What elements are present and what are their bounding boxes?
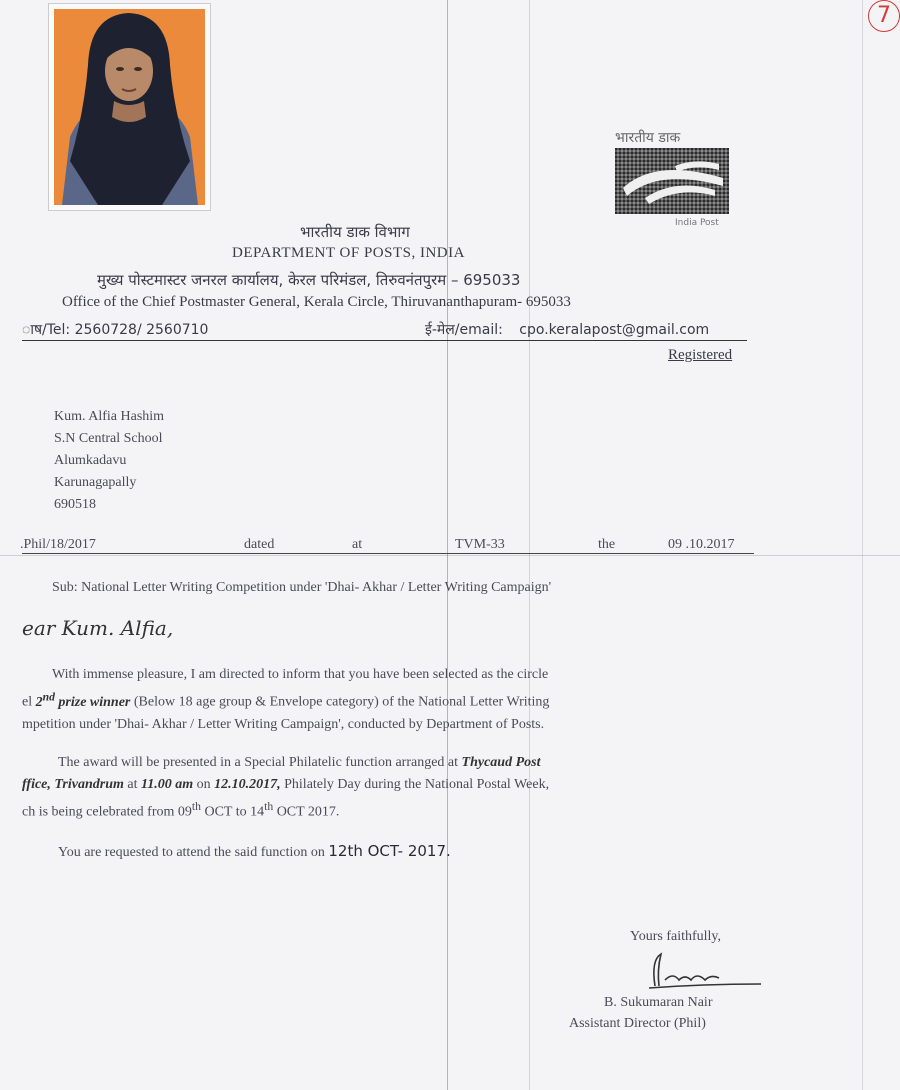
text-span: on: [193, 777, 215, 792]
fold-line-vertical: [447, 0, 448, 1090]
paragraph-line: [22, 774, 549, 796]
text-span: The award will be presented in a Special Philatelic function arranged at: [58, 755, 462, 770]
reference-rule: [22, 553, 754, 554]
subject-line: Sub: National Letter Writing Competition under 'Dhai- Akhar / Letter Writing Campaign': [52, 580, 552, 595]
venue-text: Thycaud Post: [461, 755, 541, 770]
signatory-name: B. Sukumaran Nair: [604, 995, 713, 1010]
prize-rank: 2: [35, 694, 43, 710]
address-line: Kum. Alfia Hashim: [54, 409, 165, 424]
recipient-address: [54, 406, 164, 516]
text-span: You are requested to attend the said function on: [58, 845, 329, 860]
applicant-photo: [48, 3, 211, 211]
email-line: [425, 320, 709, 339]
event-date: 12.10.2017,: [214, 777, 281, 792]
india-post-logo: [605, 128, 745, 228]
text-span: OCT 2017.: [273, 804, 340, 820]
address-line: S.N Central School: [54, 431, 163, 446]
email-label: ई-मेल/email:: [425, 322, 503, 338]
reference-number: .Phil/18/2017: [20, 537, 96, 552]
address-line: Karunagapally: [54, 475, 137, 490]
registered-mark: Registered: [668, 347, 733, 363]
page-number: 7: [868, 0, 900, 32]
letterhead-rule: [22, 340, 747, 341]
venue-text: ffice, Trivandrum: [22, 777, 124, 792]
text-span: ch is being celebrated from 09: [22, 804, 192, 820]
text-span: el: [22, 694, 36, 710]
reference-the-label: the: [598, 537, 616, 552]
office-name-english: Office of the Chief Postmaster General, Kerala Circle, Thiruvananthapuram- 695033: [62, 294, 571, 310]
paragraph-line: [22, 796, 549, 824]
fold-line-vertical: [862, 0, 863, 1090]
logo-english-text: India Post: [675, 218, 719, 228]
reference-dated-label: dated: [244, 537, 275, 552]
department-name-hindi: भारतीय डाक विभाग: [300, 223, 410, 241]
superscript: th: [191, 800, 201, 813]
department-name-english: DEPARTMENT OF POSTS, INDIA: [232, 245, 465, 261]
office-name-hindi: मुख्य पोस्टमास्टर जनरल कार्यालय, केरल परिमंडल, तिरुवनंतपुरम – 695033: [97, 271, 521, 289]
text-span: Philately Day during the National Postal Week,: [280, 777, 550, 792]
signature-image: [643, 950, 763, 990]
fold-line-horizontal: [0, 555, 900, 556]
text-span: (Below 18 age group & Envelope category) of the National Letter Writing: [130, 694, 550, 710]
portrait-image: [54, 9, 205, 205]
attendance-date: 12th OCT- 2017.: [328, 842, 451, 860]
body-paragraph-1: [22, 664, 549, 736]
prize-winner-text: prize winner: [54, 694, 131, 710]
body-paragraph-3: [58, 840, 451, 864]
text-span: at: [123, 777, 141, 792]
event-time: 11.00 am: [141, 777, 194, 792]
signatory-designation: Assistant Director (Phil): [569, 1016, 706, 1031]
address-line: Alumkadavu: [54, 453, 127, 468]
paragraph-line: [22, 686, 549, 714]
email-address: cpo.keralapost@gmail.com: [519, 322, 710, 338]
reference-place: TVM-33: [455, 537, 505, 552]
text-span: OCT to 14: [200, 804, 265, 820]
closing-phrase: Yours faithfully,: [630, 929, 722, 944]
fold-line-vertical: [529, 0, 530, 1090]
paragraph-line: With immense pleasure, I am directed to inform that you have been selected as the circle: [52, 667, 549, 682]
superscript: th: [264, 800, 274, 813]
paragraph-line: [22, 752, 549, 774]
paragraph-line: mpetition under 'Dhai- Akhar / Letter Writing Campaign', conducted by Department of Posts.: [22, 716, 545, 732]
address-line: 690518: [54, 497, 96, 512]
logo-hindi-text: भारतीय डाक: [615, 130, 681, 146]
reference-at-label: at: [352, 537, 363, 552]
telephone-numbers: ाष/Tel: 2560728/ 2560710: [22, 322, 209, 338]
body-paragraph-2: [22, 752, 549, 824]
india-post-emblem-icon: [615, 148, 729, 214]
superscript: nd: [42, 690, 55, 703]
reference-date: 09 .10.2017: [668, 537, 735, 552]
salutation-handwritten: ear Kum. Alfia,: [22, 616, 174, 640]
